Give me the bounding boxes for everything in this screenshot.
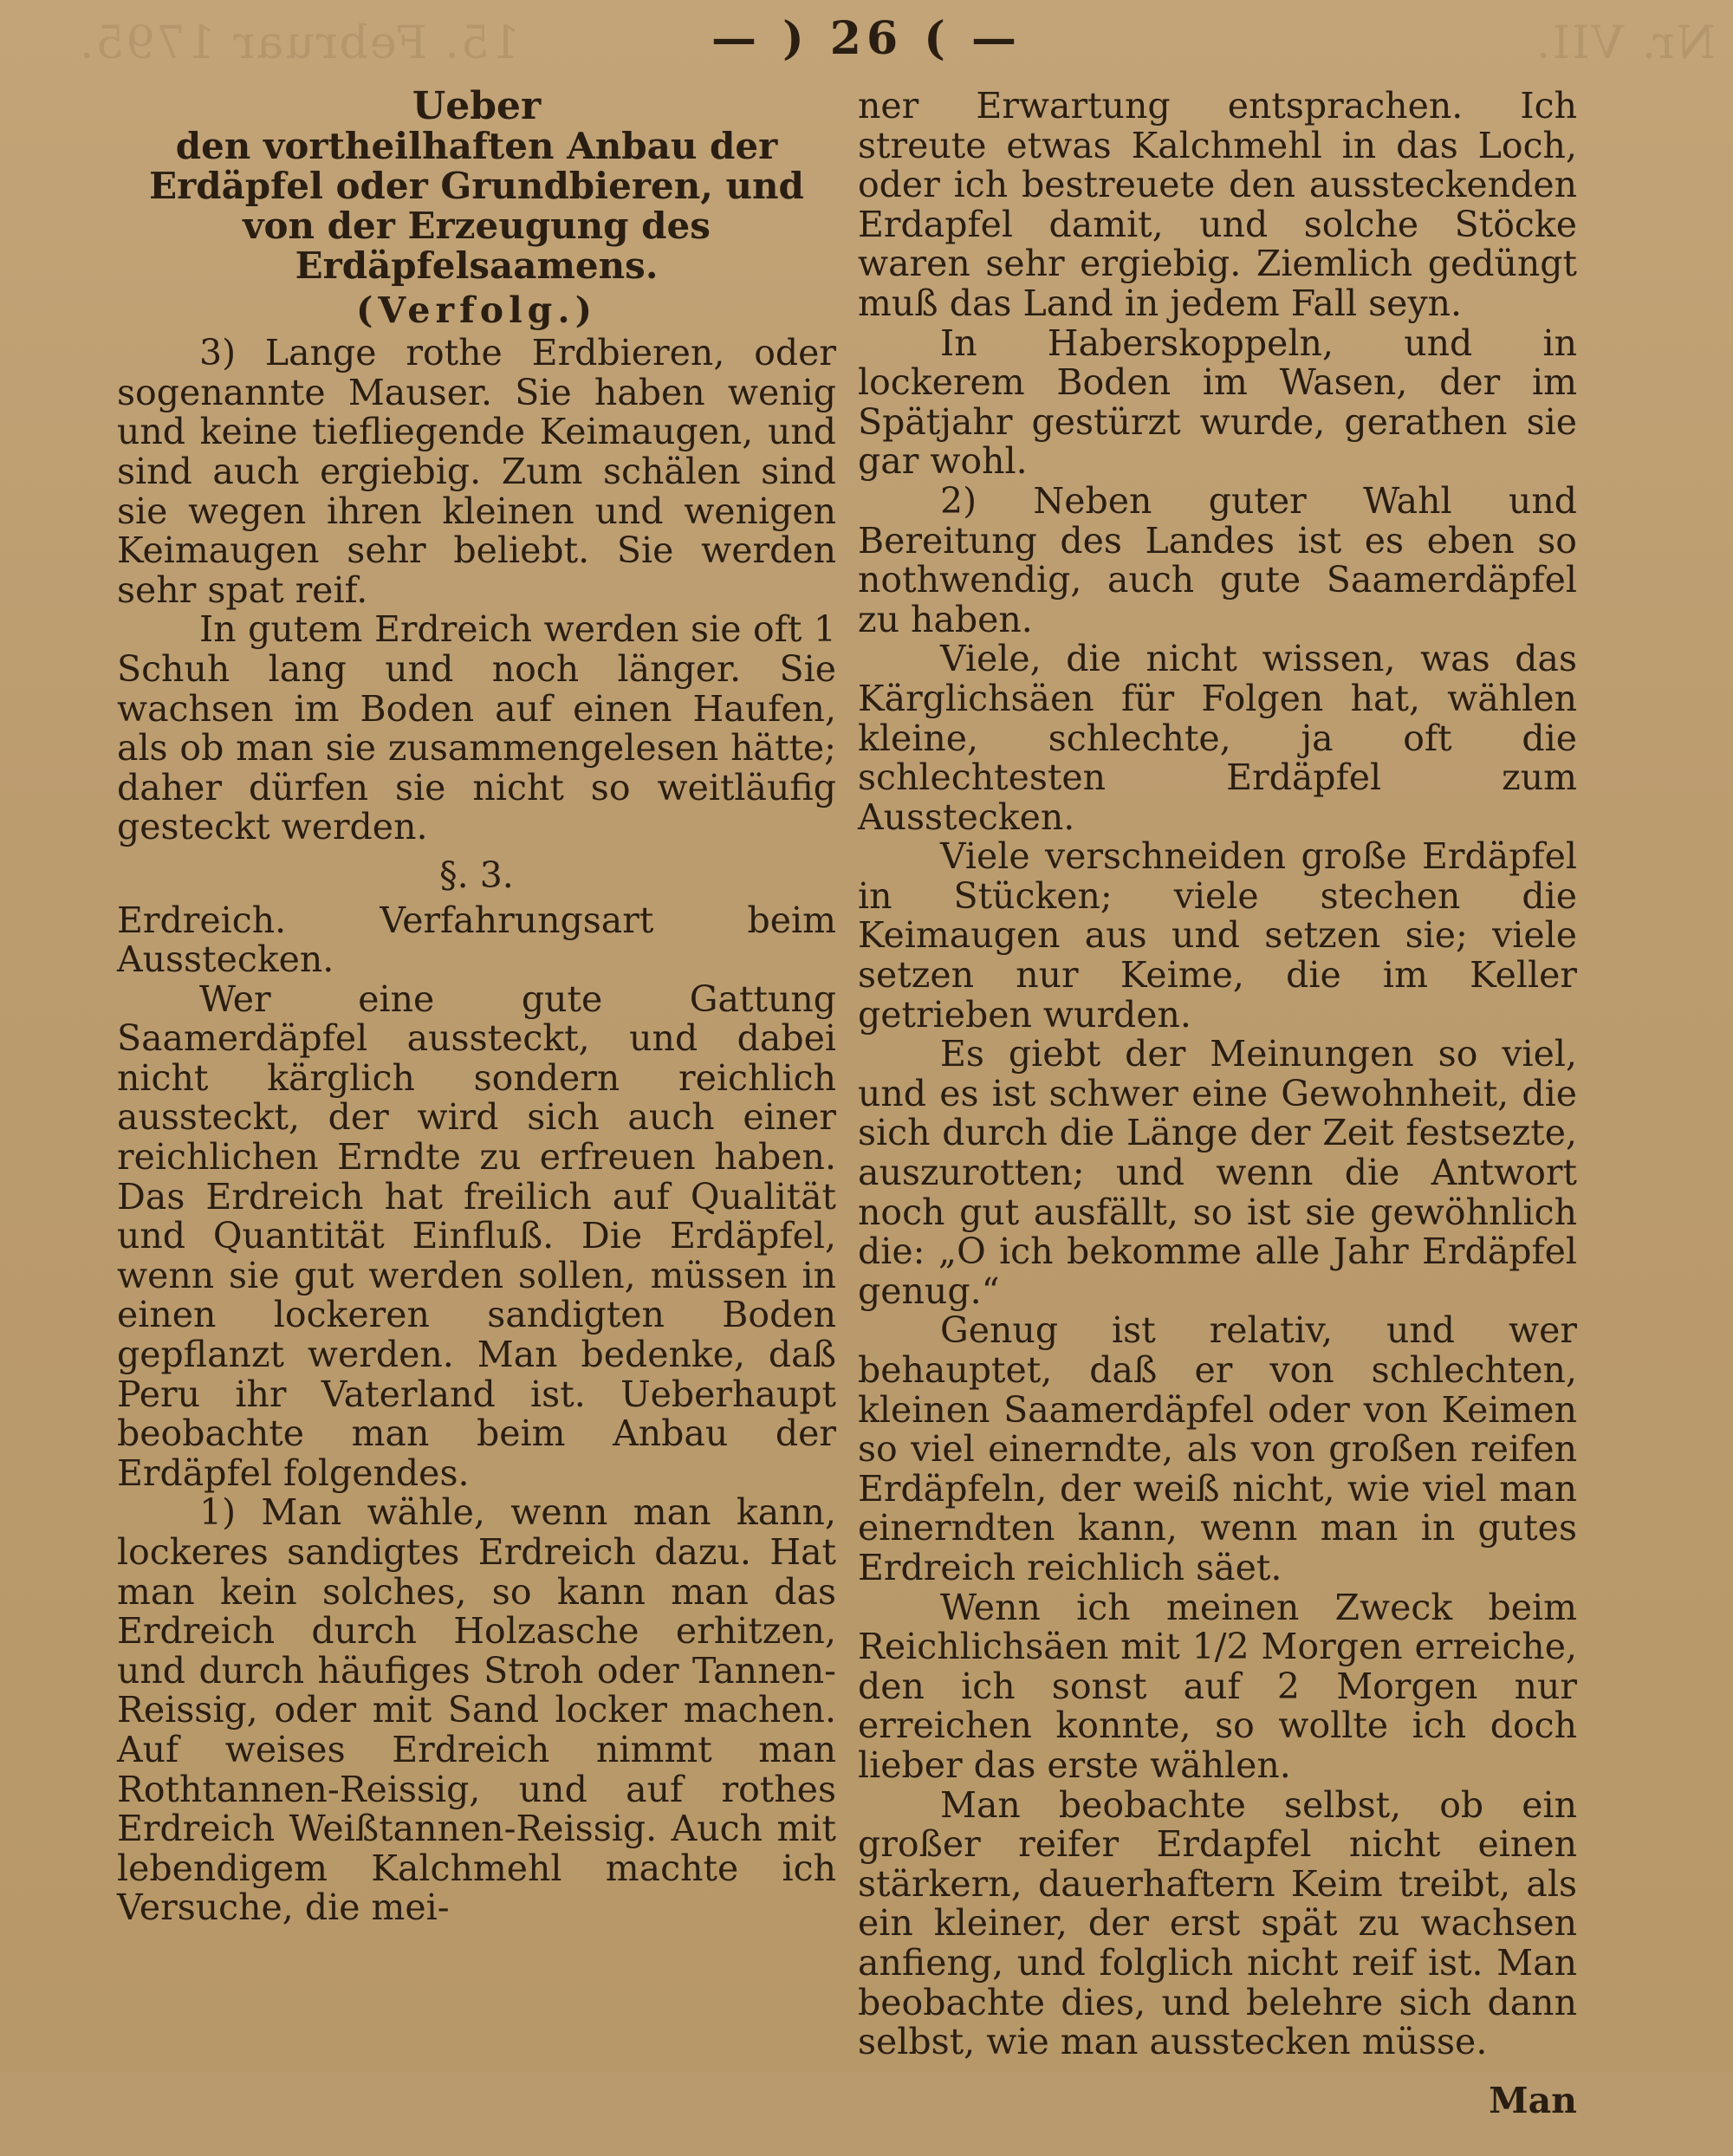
continued-label: (Verfolg.) [355, 289, 598, 331]
left-column [117, 84, 836, 1929]
paragraph: 2) Neben guter Wahl und Bereitung des Landes ist es eben so nothwendig, auch gute Saamerdäpfel zu haben. [858, 479, 1577, 640]
paragraph: Viele, die nicht wissen, was das Kärglichsäen für Folgen hat, wählen kleine, schlechte, ja oft die schlechtesten Erdäpfel zum Ausstecken. [858, 638, 1577, 838]
paragraph: Wer eine gute Gattung Saamerdäpfel aussteckt, und dabei nicht kärglich sondern reichlich aussteckt, der wird sich auch einer reichlichen Erndte zu erfreuen haben. Das Erdreich hat freilich auf Qualität und Quantität Einfluß. Die Erdäpfel, wenn sie gut werden sollen, müssen in einen lockeren sandigten Boden gepflanzt werden. Man bedenke, daß Peru ihr Vaterland ist. Ueberhaupt beobachte man beim Anbau der Erdäpfel folgendes. [117, 977, 836, 1494]
right-column [858, 87, 1577, 2156]
section-number: §. 3. [439, 854, 514, 896]
paragraph: Wenn ich meinen Zweck beim Reichlichsäen mit 1/2 Morgen erreiche, den ich sonst auf 2 Morgen nur erreichen konnte, so wollte ich doch lieber das erste wählen. [858, 1586, 1577, 1786]
paragraph: ner Erwartung entsprachen. Ich streute etwas Kalchmehl in das Loch, oder ich bestreuete den aussteckenden Erdapfel damit, und solche Stöcke waren sehr ergiebig. Ziemlich gedüngt muß das Land in jedem Fall seyn. [858, 85, 1577, 324]
paragraph: Man beobachte selbst, ob ein großer reifer Erdapfel nicht einen stärkern, dauerhaftern Keim treibt, als ein kleiner, der erst spät zu wachsen anfieng, und folglich nicht reif ist. Man beobachte dies, und belehre sich dann selbst, wie man ausstecken müsse. [858, 1783, 1577, 2063]
bleed-through-text-right: Nr. VII. [1535, 17, 1716, 69]
paragraph: In gutem Erdreich werden sie oft 1 Schuh lang und noch länger. Sie wachsen im Boden auf einen Haufen, als ob man sie zusammengelesen hätte; daher dürfen sie nicht so weitläufig gesteckt werden. [117, 608, 836, 848]
paragraph: Viele verschneiden große Erdäpfel in Stücken; viele stechen die Keimaugen aus und setzen sie; viele setzen nur Keime, die im Keller getrieben wurden. [858, 835, 1577, 1036]
paragraph: In Haberskoppeln, und in lockerem Boden im Wasen, der im Spätjahr gestürzt wurde, gerathen sie gar wohl. [858, 321, 1577, 483]
paragraph: Genug ist relativ, und wer behauptet, daß er von schlechten, kleinen Saamerdäpfel oder von Keimen so viel einerndte, als von großen reifen Erdäpfeln, der weiß nicht, wie viel man einerndten kann, wenn man in gutes Erdreich reichlich säet. [858, 1309, 1577, 1588]
article-title-ueber: Ueber [412, 84, 542, 128]
page-number-header: — ) 26 ( — [711, 12, 1022, 65]
catchword: Man [1489, 2079, 1577, 2121]
bleed-through-text-left: 15. Februar 1795. [78, 17, 521, 69]
paragraph: Es giebt der Meinungen so viel, und es ist schwer eine Gewohnheit, die sich durch die Länge der Zeit festsezte, auszurotten; und wenn die Antwort noch gut ausfällt, so ist sie gewöhnlich die: „O ich bekomme alle Jahr Erdäpfel genug.“ [858, 1033, 1577, 1312]
article-title: den vortheilhaften Anbau der Erdäpfel oder Grundbieren, und von der Erzeugung des Erdäpfelsaamens. [149, 124, 804, 287]
paragraph: 3) Lange rothe Erdbieren, oder sogenannte Mauser. Sie haben wenig und keine tiefliegende Keimaugen, und sind auch ergiebig. Zum schälen sind sie wegen ihren kleinen und wenigen Keimaugen sehr beliebt. Sie werden sehr spat reif. [117, 332, 836, 611]
section-heading: Erdreich. Verfahrungsart beim Ausstecken. [117, 899, 836, 981]
paragraph: 1) Man wähle, wenn man kann, lockeres sandigtes Erdreich dazu. Hat man kein solches, so kann man das Erdreich durch Holzasche erhitzen, und durch häufiges Stroh oder Tannen-Reissig, oder mit Sand locker machen. Auf weises Erdreich nimmt man Rothtannen-Reissig, und auf rothes Erdreich Weißtannen-Reissig. Auch mit lebendigem Kalchmehl machte ich Versuche, die mei- [117, 1491, 836, 1929]
